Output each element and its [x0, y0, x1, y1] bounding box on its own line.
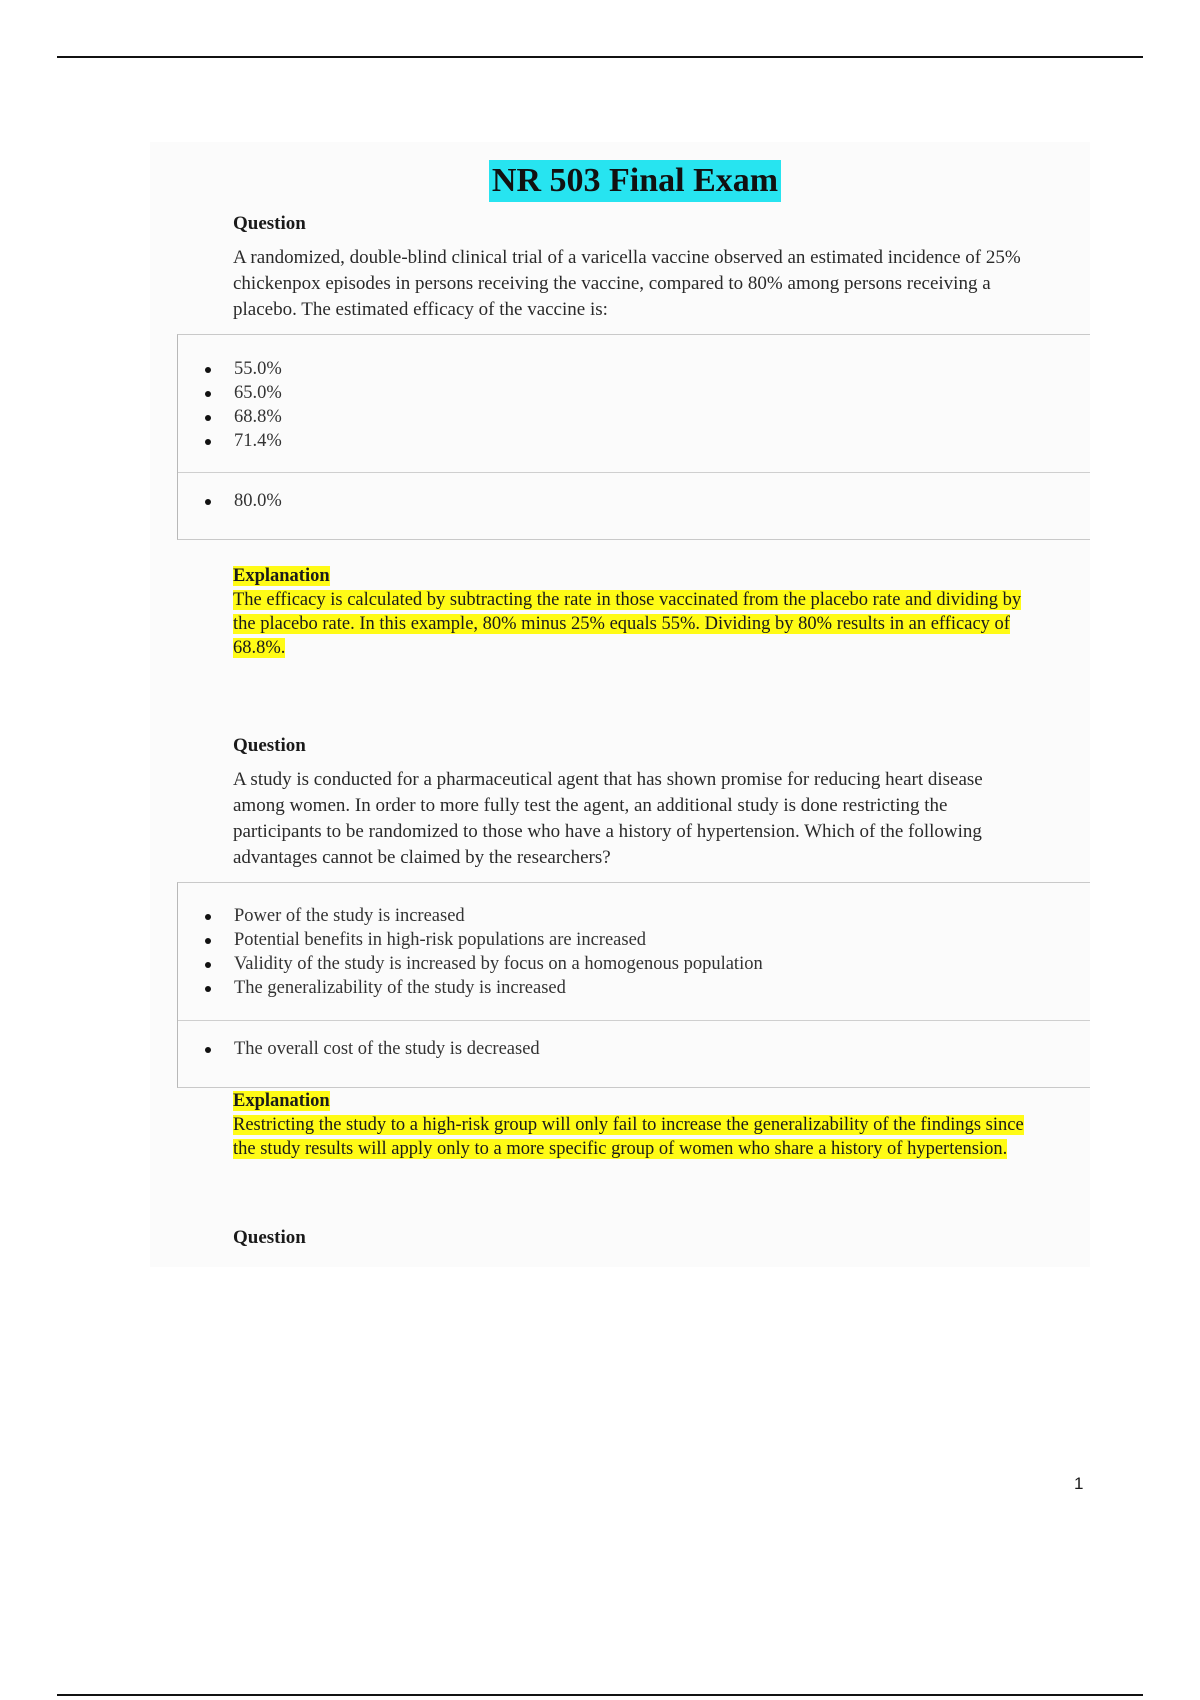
question-3-label: Question: [233, 1227, 306, 1248]
list-item: 65.0%: [178, 381, 282, 405]
page-title: NR 503 Final Exam: [489, 160, 781, 202]
question-2-label: Question: [233, 735, 306, 756]
question-2-option-list: [178, 904, 763, 1000]
list-item: Potential benefits in high-risk populations are increased: [178, 928, 763, 952]
question-1-text: A randomized, double-blind clinical trial of a varicella vaccine observed an estimated incidence of 25% chickenpox episodes in persons receiving the vaccine, compared to 80% among persons receiving a placebo. The estimated efficacy of the vaccine is:: [233, 247, 1021, 320]
question-1-option-last: [178, 489, 282, 513]
explanation-label: Explanation: [233, 566, 330, 586]
question-2-options: [177, 882, 1090, 1088]
list-item: The overall cost of the study is decreased: [178, 1037, 540, 1061]
list-item: Validity of the study is increased by focus on a homogenous population: [178, 952, 763, 976]
question-2-option-last: [178, 1037, 540, 1061]
question-2-explanation: [233, 1089, 1033, 1161]
list-item: 71.4%: [178, 429, 282, 453]
explanation-label: Explanation: [233, 1091, 330, 1111]
list-item: 80.0%: [178, 489, 282, 513]
option-divider: [178, 1020, 1090, 1021]
explanation-text: Restricting the study to a high-risk group will only fail to increase the generalizability of the findings since the study results will apply only to a more specific group of women who share a history of hypertension.: [233, 1115, 1024, 1159]
title-container: [0, 160, 1200, 202]
footer-rule: [57, 1694, 1143, 1696]
list-item: 55.0%: [178, 357, 282, 381]
header-rule: [57, 56, 1143, 58]
question-1-options: [177, 334, 1090, 540]
question-2-text: A study is conducted for a pharmaceutical agent that has shown promise for reducing heart disease among women. In order to more fully test the agent, an additional study is done restricting the participants to be randomized to those who have a history of hypertension. Which of the following advantages cannot be claimed by the researchers?: [233, 769, 983, 868]
option-divider: [178, 472, 1090, 473]
list-item: Power of the study is increased: [178, 904, 763, 928]
question-1-explanation: [233, 564, 1033, 660]
explanation-text: The efficacy is calculated by subtracting the rate in those vaccinated from the placebo rate and dividing by the placebo rate. In this example, 80% minus 25% equals 55%. Dividing by 80% results in an efficacy of 68.8%.: [233, 590, 1022, 658]
list-item: 68.8%: [178, 405, 282, 429]
question-1-option-list: [178, 357, 282, 453]
question-1-label: Question: [233, 213, 306, 234]
list-item: The generalizability of the study is increased: [178, 976, 763, 1000]
page-number: 1: [1074, 1474, 1084, 1493]
